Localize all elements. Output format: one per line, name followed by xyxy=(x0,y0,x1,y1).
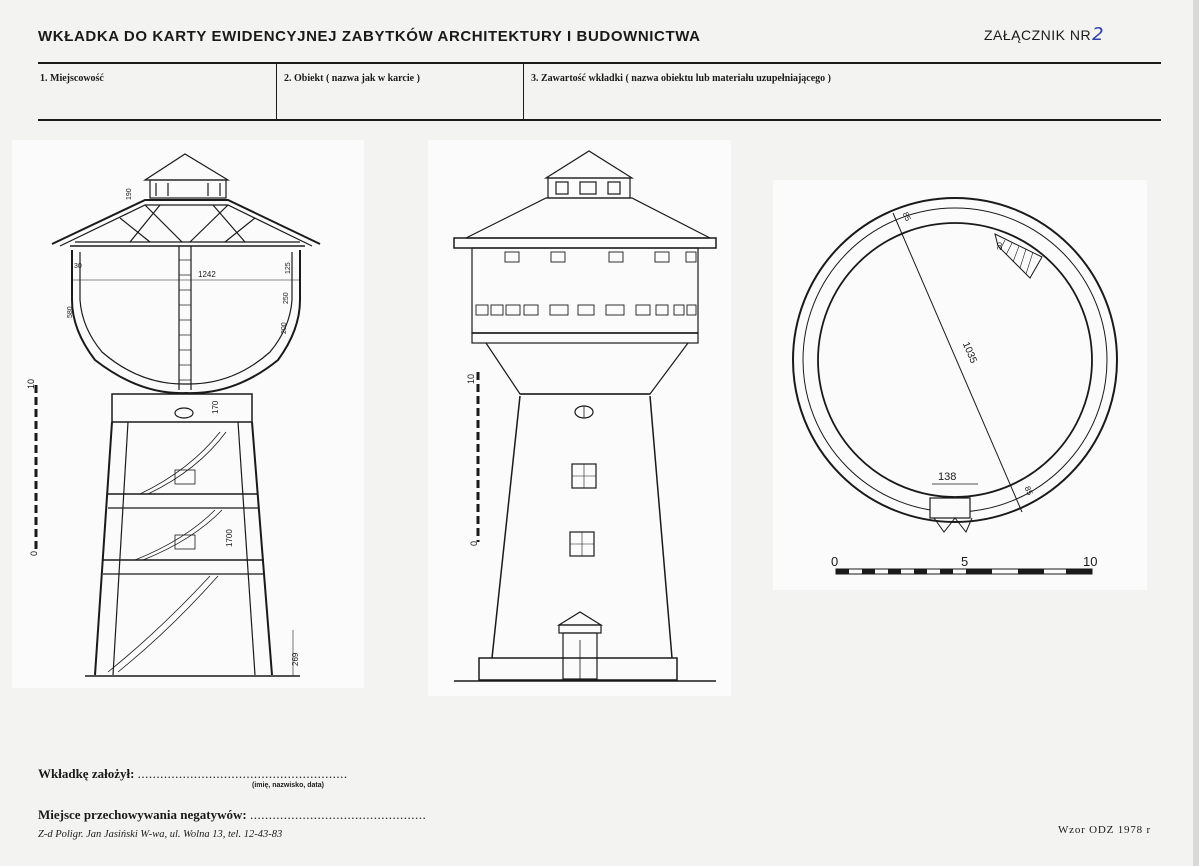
dim-right-b: 250 xyxy=(283,292,290,304)
dim-right-c: 200 xyxy=(281,322,288,334)
form-title: WKŁADKA DO KARTY EWIDENCYJNEJ ZABYTKÓW ARCHITEKTURY I BUDOWNICTWA xyxy=(38,28,701,45)
plan-scale-5: 5 xyxy=(961,554,969,569)
created-by-label: Wkładkę założył: xyxy=(38,766,135,781)
form-id: Wzor ODZ 1978 r xyxy=(1058,824,1151,836)
storage-label: Miejsce przechowywania negatywów: xyxy=(38,807,247,822)
plan-scale-10: 10 xyxy=(1083,554,1098,569)
field-contents: 3. Zawartość wkładki ( nazwa obiektu lub materiału uzupełniającego ) xyxy=(531,73,832,84)
created-by-row xyxy=(38,766,348,782)
printer-imprint: Z-d Poligr. Jan Jasiński W-wa, ul. Wolna 13, tel. 12-43-83 xyxy=(38,829,283,840)
tower-elevation-drawing xyxy=(454,151,716,681)
dim-plan-wall-top: 85 xyxy=(900,210,913,223)
dim-plan-opening: 138 xyxy=(938,471,957,483)
created-by-hint: (imię, nazwisko, data) xyxy=(252,782,324,789)
tower-section-drawing xyxy=(26,154,320,676)
elevation-scale-top: 10 xyxy=(466,373,476,384)
dim-plan-wall-bottom: 85 xyxy=(1022,484,1035,497)
dim-lantern: 190 xyxy=(126,188,133,200)
dim-plan-small: 30 xyxy=(997,242,1004,250)
created-by-field[interactable]: ........................................................ xyxy=(137,766,348,781)
plan-scale-0: 0 xyxy=(831,554,839,569)
tank-plan-drawing xyxy=(793,198,1117,574)
elevation-scale-bottom: 0 xyxy=(469,540,479,546)
dim-right-a: 125 xyxy=(285,262,292,274)
dim-small: 30 xyxy=(74,263,82,270)
storage-row xyxy=(38,807,426,823)
field-object: 2. Obiekt ( nazwa jak w karcie ) xyxy=(284,73,420,84)
annex-text: ZAŁĄCZNIK NR xyxy=(984,27,1092,43)
annex-number: 2 xyxy=(1092,24,1105,45)
dim-shaft: 1700 xyxy=(225,529,234,547)
section-scale-top: 10 xyxy=(26,378,36,389)
storage-field[interactable]: ............................................... xyxy=(249,807,427,822)
field-locality: 1. Miejscowość xyxy=(40,73,104,84)
dim-plan-diameter: 1035 xyxy=(959,340,979,366)
section-scale-bottom: 0 xyxy=(29,550,39,556)
dim-tank-diameter: 1242 xyxy=(198,270,216,279)
dim-ring: 170 xyxy=(211,400,220,414)
dim-tank-height: 580 xyxy=(67,306,74,318)
dim-base: 269 xyxy=(291,652,300,666)
